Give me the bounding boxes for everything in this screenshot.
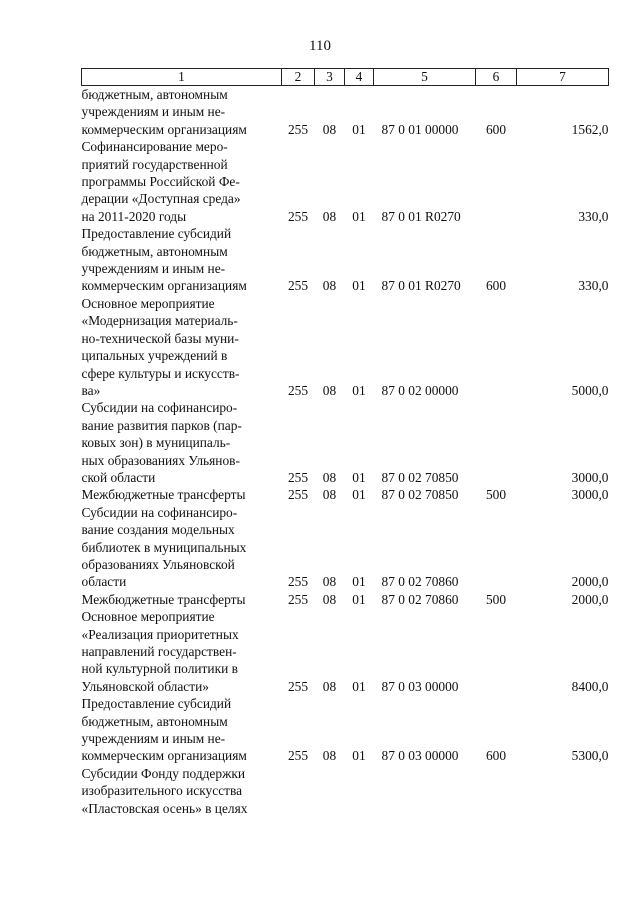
row-name [82,765,282,817]
row-subsection-code: 01 [352,469,366,485]
table-row [82,225,609,295]
row-grbs-code: 255 [287,574,309,590]
column-header-7: 7 [517,69,609,86]
row-section-code [315,765,345,817]
row-target-article-code: 87 0 01 R0270 [381,278,461,294]
row-name [82,225,282,295]
row-amount: 3000,0 [571,469,609,485]
row-expense-type-code [476,399,517,486]
row-amount [517,765,609,817]
row-subsection-code: 01 [352,382,366,398]
row-target-article-code: 87 0 01 00000 [381,121,459,137]
row-name-line: бюджетным, автономным [81,713,228,729]
table-header [82,69,609,86]
column-header-2: 2 [282,69,315,86]
row-amount: 2000,0 [571,591,609,607]
row-name [82,591,282,608]
row-name-line: образованиях Ульяновской [81,556,235,572]
row-name [82,608,282,695]
row-name [82,486,282,503]
row-target-article-code: 87 0 02 00000 [381,382,459,398]
row-grbs-code: 255 [287,748,309,764]
row-name-line: «Пластовская осень» в целях [81,800,248,816]
row-grbs-code: 255 [287,591,309,607]
row-grbs-code: 255 [287,469,309,485]
header-row [82,69,609,86]
row-name-line: Основное мероприятие [81,295,215,311]
table-row [82,138,609,225]
row-name-line: учреждениям и иным не- [81,261,226,277]
row-name-line: дерации «Доступная среда» [81,191,241,207]
row-target-article-code: 87 0 03 00000 [381,748,459,764]
row-name [82,295,282,399]
row-name-line: учреждениям и иным не- [81,731,226,747]
column-header-5: 5 [374,69,476,86]
row-expense-type-code: 500 [485,487,507,503]
table-row [82,486,609,503]
row-expense-type-code [476,765,517,817]
table-row [82,765,609,817]
row-name-line: направлений государствен- [81,644,237,659]
row-grbs-code: 255 [287,121,309,137]
table-row [82,295,609,399]
row-amount: 3000,0 [571,487,609,503]
row-name [82,695,282,765]
row-expense-type-code: 600 [485,748,507,764]
row-expense-type-code [476,138,517,225]
row-section-code: 08 [322,121,337,137]
row-name-line: Софинансирование меро- [81,139,228,155]
table-body [82,86,609,818]
row-subsection-code: 01 [352,574,366,590]
row-expense-type-code [476,504,517,591]
row-expense-type-code [476,608,517,695]
column-header-1: 1 [82,69,282,86]
row-name-line: учреждениям и иным не- [81,104,226,120]
row-name-line: ва» [81,382,101,398]
row-name-line: Основное мероприятие [81,609,215,625]
row-name-line: вание создания модельных [81,522,235,538]
row-name-line: коммерческим организациям [81,748,247,764]
row-grbs-code: 255 [287,678,309,694]
row-name-line: Предоставление субсидий [81,226,232,242]
row-name-line: ковых зон) в муниципаль- [81,435,231,451]
row-name-line: ных образованиях Ульянов- [81,452,240,468]
row-amount: 330,0 [578,278,609,294]
row-subsection-code: 01 [352,278,366,294]
row-section-code: 08 [322,469,337,485]
column-header-6: 6 [476,69,517,86]
column-header-3: 3 [315,69,345,86]
row-expense-type-code: 500 [485,591,507,607]
row-name-line: области [81,574,127,590]
row-name-line: вание развития парков (пар- [81,417,242,433]
row-section-code: 08 [322,278,337,294]
row-name-line: Предоставление субсидий [81,696,232,712]
row-target-article-code: 87 0 02 70850 [381,487,459,503]
row-name-line: «Модернизация материаль- [81,313,238,329]
row-name-line: но-технической базы муни- [81,330,239,346]
row-subsection-code [345,765,374,817]
budget-table [81,68,609,817]
row-section-code: 08 [322,574,337,590]
row-name [82,138,282,225]
table-row [82,399,609,486]
row-subsection-code: 01 [352,678,366,694]
row-name-line: программы Российской Фе- [81,174,240,190]
row-grbs-code: 255 [287,208,309,224]
row-name-line: ской области [81,469,156,485]
row-name-line: «Реализация приоритетных [81,626,239,642]
row-target-article-code: 87 0 01 R0270 [381,208,461,224]
table-row [82,86,609,139]
row-grbs-code: 255 [287,487,309,503]
row-name-line: библиотек в муниципальных [81,539,247,555]
row-section-code: 08 [322,748,337,764]
row-subsection-code: 01 [352,208,366,224]
row-target-article-code: 87 0 02 70860 [381,591,459,607]
row-amount: 2000,0 [571,574,609,590]
table-row [82,504,609,591]
row-expense-type-code [476,295,517,399]
table-row [82,608,609,695]
column-header-4: 4 [345,69,374,86]
row-subsection-code: 01 [352,748,366,764]
row-section-code: 08 [322,591,337,607]
page-number: 110 [309,38,331,54]
table-row [82,591,609,608]
row-name-line: бюджетным, автономным [81,243,228,259]
row-expense-type-code: 600 [485,278,507,294]
row-name-line: Субсидии Фонду поддержки [81,765,245,781]
row-amount: 1562,0 [571,121,609,137]
row-grbs-code: 255 [287,278,309,294]
row-name-line: Ульяновской области» [81,678,209,694]
row-name-line: ной культурной политики в [81,661,238,677]
row-amount: 5000,0 [571,382,609,398]
row-subsection-code: 01 [352,591,366,607]
row-section-code: 08 [322,208,337,224]
row-grbs-code [282,765,315,817]
row-name-line: коммерческим организациям [81,121,247,137]
row-name [82,399,282,486]
row-name-line: Межбюджетные трансферты [81,591,246,607]
row-name-line: сфере культуры и искусств- [81,365,240,381]
row-name-line: Субсидии на софинансиро- [81,504,238,520]
row-section-code: 08 [322,382,337,398]
row-name-line: Межбюджетные трансферты [81,487,246,503]
row-name-line: ципальных учреждений в [81,348,228,364]
row-name-line: изобразительного искусства [81,783,243,799]
row-name-line: коммерческим организациям [81,278,247,294]
row-amount: 5300,0 [571,748,609,764]
row-target-article-code: 87 0 03 00000 [381,678,459,694]
row-subsection-code: 01 [352,121,366,137]
row-section-code: 08 [322,487,337,503]
table-row [82,695,609,765]
row-subsection-code: 01 [352,487,366,503]
row-expense-type-code: 600 [485,121,507,137]
row-section-code: 08 [322,678,337,694]
row-target-article-code [374,765,476,817]
row-amount: 8400,0 [571,678,609,694]
row-name-line: на 2011-2020 годы [81,208,187,224]
row-name [82,86,282,139]
row-amount: 330,0 [578,208,609,224]
row-target-article-code: 87 0 02 70860 [381,574,459,590]
row-name [82,504,282,591]
row-name-line: Субсидии на софинансиро- [81,400,238,416]
row-name-line: бюджетным, автономным [81,87,228,102]
row-grbs-code: 255 [287,382,309,398]
row-target-article-code: 87 0 02 70850 [381,469,459,485]
row-name-line: приятий государственной [81,156,228,172]
